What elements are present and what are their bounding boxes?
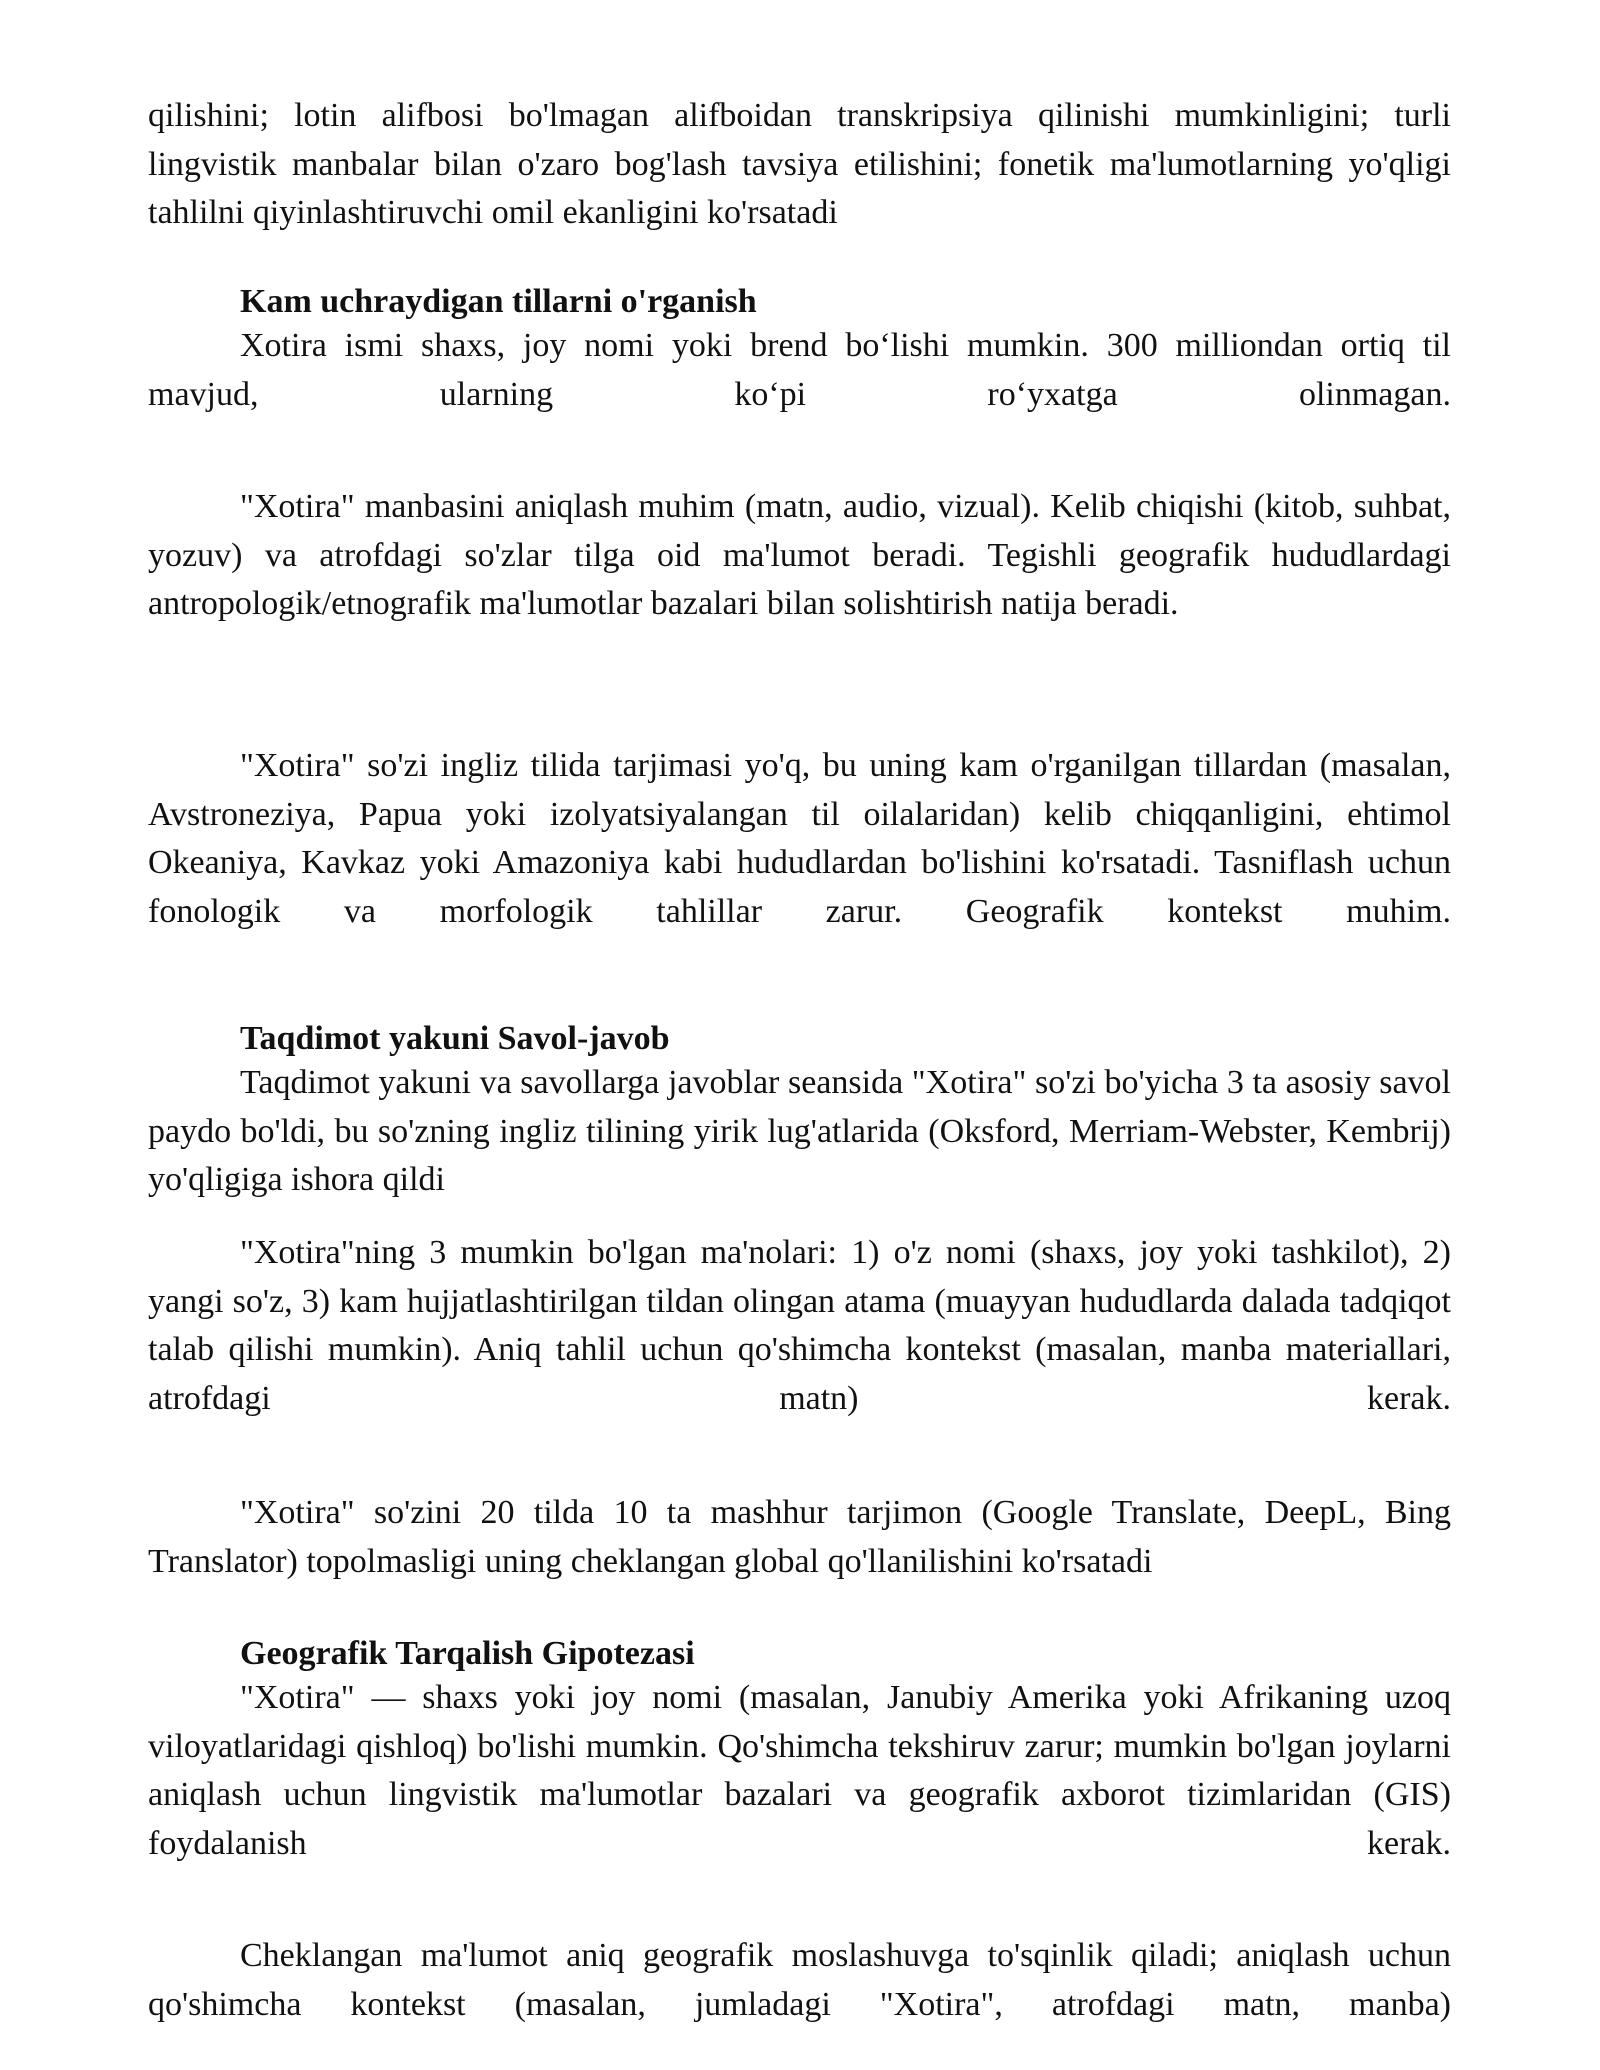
paragraph-no-translation: "Xotira" so'zi ingliz tilida tarjimasi yo'q, bu uning kam o'rganilgan tillardan (masalan, Avstroneziya, Papua yoki izolyatsiyalangan til oilalaridan) kelib chiqqanligini, ehtimol Okeaniya, Kavkaz yoki Amazoniya kabi hududlardan bo'lishini ko'rsatadi. Tasniflash uchun fonologik va morfologik tahlillar zarur. Geografik kontekst muhim. xyxy=(148,747,1451,930)
paragraph-memory-name: Xotira ismi shaxs, joy nomi yoki brend bo‘lishi mumkin. 300 milliondan ortiq til mavjud, ularning ko‘pi ro‘yxatga olinmagan. xyxy=(148,327,1451,413)
heading-presentation-qa: Taqdimot yakuni Savol-javob xyxy=(240,1020,670,1057)
heading-rare-languages: Kam uchraydigan tillarni o'rganish xyxy=(240,283,757,320)
heading-geographic-hypothesis: Geografik Tarqalish Gipotezasi xyxy=(240,1635,695,1672)
paragraph-presentation-summary: Taqdimot yakuni va savollarga javoblar seansida "Xotira" so'zi bo'yicha 3 ta asosiy savol paydo bo'ldi, bu so'zning ingliz tilining yirik lug'atlarida (Oksford, Merriam-Webster, Kembrij) yo'qligiga ishora qildi xyxy=(148,1064,1451,1198)
paragraph-three-meanings: "Xotira"ning 3 mumkin bo'lgan ma'nolari: 1) o'z nomi (shaxs, joy yoki tashkilot), 2) yangi so'z, 3) kam hujjatlashtirilgan tildan olingan atama (muayyan hududlarda dalada tadqiqot talab qilishi mumkin). Aniq tahlil uchun qo'shimcha kontekst (masalan, manba materiallari, atrofdagi matn) kerak. xyxy=(148,1234,1451,1417)
paragraph-source-identification: "Xotira" manbasini aniqlash muhim (matn, audio, vizual). Kelib chiqishi (kitob, suhbat, yozuv) va atrofdagi so'zlar tilga oid ma'lumot beradi. Tegishli geografik hududlardagi antropologik/etnografik ma'lumotlar bazalari bilan solishtirish natija beradi. xyxy=(148,488,1451,622)
paragraph-translators: "Xotira" so'zini 20 tilda 10 ta mashhur tarjimon (Google Translate, DeepL, Bing Translator) topolmasligi uning cheklangan global qo'llanilishini ko'rsatadi xyxy=(148,1494,1451,1580)
paragraph-intro: qilishini; lotin alifbosi bo'lmagan alifboidan transkripsiya qilinishi mumkinligini; turli lingvistik manbalar bilan o'zaro bog'lash tavsiya etilishini; fonetik ma'lumotlarning yo'qligi tahlilni qiyinlashtiruvchi omil ekanligini ko'rsatadi xyxy=(148,97,1451,231)
paragraph-geographic-name: "Xotira" — shaxs yoki joy nomi (masalan, Janubiy Amerika yoki Afrikaning uzoq viloyatlaridagi qishloq) bo'lishi mumkin. Qo'shimcha tekshiruv zarur; mumkin bo'lgan joylarni aniqlash uchun lingvistik ma'lumotlar bazalari va geografik axborot tizimlaridan (GIS) foydalanish kerak. xyxy=(148,1679,1451,1862)
paragraph-limited-data: Cheklangan ma'lumot aniq geografik moslashuvga to'sqinlik qiladi; aniqlash uchun qo'shimcha kontekst (masalan, jumladagi "Xotira", atrofdagi matn, manba) xyxy=(148,1937,1451,2023)
